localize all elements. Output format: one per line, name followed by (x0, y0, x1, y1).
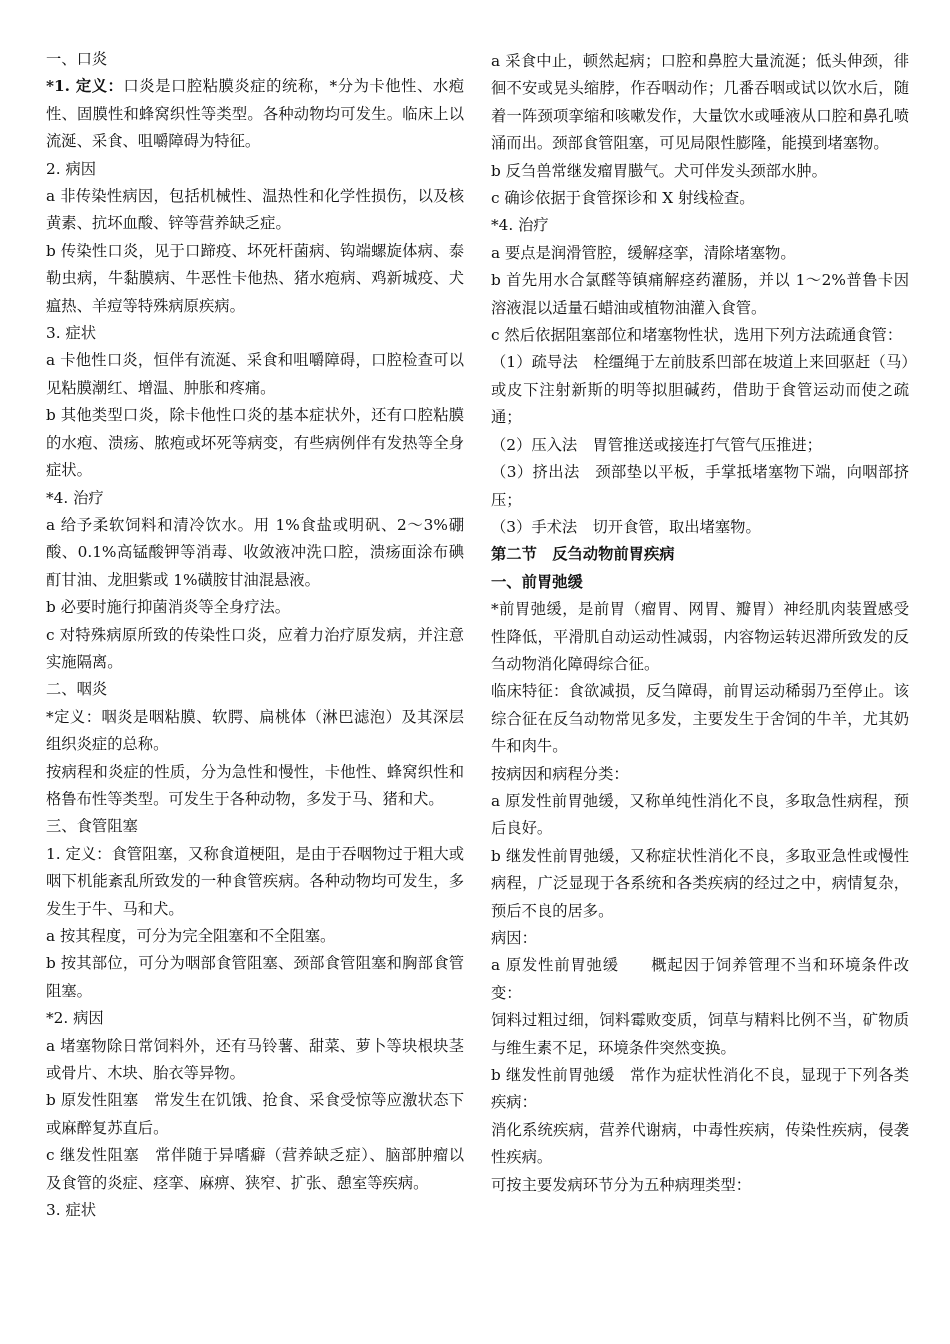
paragraph: b 按其部位，可分为咽部食管阻塞、颈部食管阻塞和胸部食管阻塞。 (46, 954, 464, 1000)
paragraph: 按病因和病程分类： (491, 764, 629, 783)
paragraph: *2. 病因 (46, 1009, 104, 1028)
paragraph: a 给予柔软饲料和清冷饮水。用 1%食盐或明矾、2～3%硼酸、0.1%高锰酸钾等消毒、收敛液冲洗口腔，溃疡面涂布碘酊甘油、龙胆紫或 1%磺胺甘油混悬液。 (46, 515, 464, 589)
heading-stomatitis: 一、口炎 (46, 50, 108, 68)
paragraph: b 首先用水合氯醛等镇痛解痉药灌肠，并以 1～2%普鲁卡因溶液混以适量石蜡油或植物油灌入食管。 (491, 271, 909, 317)
definition-label: *1. 定义： (46, 77, 124, 96)
paragraph: 3. 症状 (46, 1201, 97, 1220)
paragraph: a 按其程度，可分为完全阻塞和不全阻塞。 (46, 927, 336, 945)
paragraph: 消化系统疾病，营养代谢病，中毒性疾病，传染性疾病，侵袭性疾病。 (491, 1120, 909, 1167)
paragraph: c 然后依据阻塞部位和堵塞物性状，选用下列方法疏通食管： (491, 326, 903, 345)
paragraph: a 堵塞物除日常饲料外，还有马铃薯、甜菜、萝卜等块根块茎或骨片、木块、胎衣等异物。 (46, 1036, 464, 1083)
heading-esophageal-obstruction: 三、食管阻塞 (46, 817, 138, 836)
paragraph: *定义：咽炎是咽粘膜、软腭、扁桃体（淋巴滤泡）及其深层组织炎症的总称。 (46, 707, 464, 754)
section-heading: 第二节 反刍动物前胃疾病 (491, 545, 675, 564)
paragraph: a 非传染性病因，包括机械性、温热性和化学性损伤，以及核黄素、抗坏血酸、锌等营养缺乏症。 (46, 187, 464, 233)
definition-body: 口炎是口腔粘膜炎症的统称，*分为卡他性、水疱性、固膜性和蜂窝织性等类型。各种动物均可发生。临床上以流涎、采食、咀嚼障碍为特征。 (46, 77, 465, 151)
paragraph: a 采食中止，顿然起病；口腔和鼻腔大量流涎；低头伸颈，徘徊不安或晃头缩脖，作吞咽动作；几番吞咽或试以饮水后，随着一阵颈项挛缩和咳嗽发作，大量饮水或唾液从口腔和鼻孔喷涌而出。颈部食管阻塞，可见局限性膨隆，能摸到堵塞物。 (491, 52, 909, 153)
paragraph: （1）疏导法 栓缰绳于左前肢系凹部在坡道上来回驱赶（马）或皮下注射新斯的明等拟胆碱药，借助于食管运动而使之疏通； (491, 353, 909, 427)
paragraph: *4. 治疗 (491, 216, 549, 235)
paragraph: 1. 定义：食管阻塞，又称食道梗阻，是由于吞咽物过于粗大或咽下机能紊乱所致发的一种食管疾病。各种动物均可发生，多发生于牛、马和犬。 (46, 844, 464, 918)
subsection-heading: 一、前胃弛缓 (491, 572, 583, 591)
paragraph: 3. 症状 (46, 324, 97, 343)
paragraph: a 原发性前胃弛缓 概起因于饲养管理不当和环境条件改变： (491, 956, 909, 1002)
paragraph: b 传染性口炎，见于口蹄疫、坏死杆菌病、钩端螺旋体病、泰勒虫病，牛黏膜病、牛恶性卡他热、猪水疱病、鸡新城疫、犬瘟热、羊痘等特殊病原疾病。 (46, 241, 464, 315)
paragraph: *前胃弛缓，是前胃（瘤胃、网胃、瓣胃）神经肌肉装置感受性降低，平滑肌自动运动性减弱，内容物运转迟滞所致发的反刍动物消化障碍综合征。 (491, 600, 909, 673)
heading-pharyngitis: 二、咽炎 (46, 680, 108, 699)
paragraph: b 必要时施行抑菌消炎等全身疗法。 (46, 598, 291, 617)
paragraph: b 继发性前胃弛缓 常作为症状性消化不良，显现于下列各类疾病： (491, 1066, 909, 1112)
paragraph: *4. 治疗 (46, 488, 104, 507)
paragraph: （2）压入法 胃管推送或接连打气管气压推进； (491, 435, 822, 454)
paragraph: b 原发性阻塞 常发生在饥饿、抢食、采食受惊等应激状态下或麻醉复苏直后。 (46, 1091, 464, 1137)
paragraph: 饲料过粗过细，饲料霉败变质，饲草与精料比例不当，矿物质与维生素不足，环境条件突然变换。 (491, 1011, 909, 1057)
left-column (46, 46, 464, 1224)
paragraph: a 卡他性口炎，恒伴有流涎、采食和咀嚼障碍，口腔检查可以见粘膜潮红、增温、肿胀和疼痛。 (46, 351, 464, 397)
paragraph: 可按主要发病环节分为五种病理类型： (491, 1175, 752, 1194)
paragraph: c 继发性阻塞 常伴随于异嗜癖（营养缺乏症）、脑部肿瘤以及食管的炎症、痉挛、麻痹、狭窄、扩张、憩室等疾病。 (46, 1146, 464, 1192)
paragraph: b 其他类型口炎，除卡他性口炎的基本症状外，还有口腔粘膜的水疱、溃疡、脓疱或坏死等病变，有些病例伴有发热等全身症状。 (46, 406, 464, 480)
paragraph: b 继发性前胃弛缓，又称症状性消化不良，多取亚急性或慢性病程，广泛显现于各系统和各类疾病的经过之中，病情复杂，预后不良的居多。 (491, 846, 909, 920)
right-column (491, 48, 909, 1199)
paragraph: a 原发性前胃弛缓，又称单纯性消化不良，多取急性病程，预后良好。 (491, 791, 909, 838)
paragraph: 2. 病因 (46, 159, 97, 178)
paragraph: c 对特殊病原所致的传染性口炎，应着力治疗原发病，并注意实施隔离。 (46, 625, 464, 671)
paragraph: 病因： (491, 929, 537, 947)
paragraph: c 确诊依据于食管探诊和 X 射线检查。 (491, 189, 755, 208)
paragraph: （3）挤出法 颈部垫以平板，手掌抵堵塞物下端，向咽部挤压； (491, 463, 909, 509)
paragraph: b 反刍兽常继发瘤胃臌气。犬可伴发头颈部水肿。 (491, 161, 827, 180)
paragraph: 按病程和炎症的性质，分为急性和慢性，卡他性、蜂窝织性和格鲁布性等类型。可发生于各种动物，多发于马、猪和犬。 (46, 762, 464, 808)
paragraph: （3）手术法 切开食管，取出堵塞物。 (491, 517, 761, 536)
paragraph: 临床特征：食欲减损，反刍障碍，前胃运动稀弱乃至停止。该综合征在反刍动物常见多发，主要发生于舍饲的牛羊，尤其奶牛和肉牛。 (491, 682, 909, 756)
paragraph: a 要点是润滑管腔，缓解痉挛，清除堵塞物。 (491, 243, 796, 262)
stomatitis-definition (46, 73, 464, 155)
